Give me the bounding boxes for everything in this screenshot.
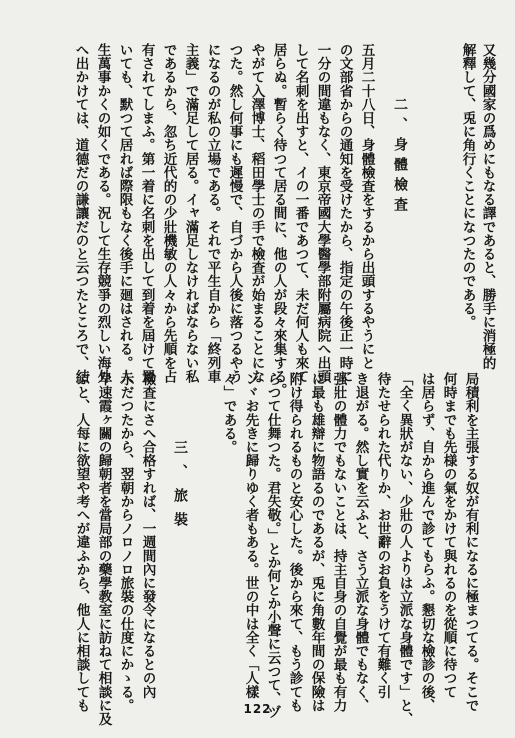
text-column: 生萬事かくの如くである。況して生存競爭の烈しい海外 xyxy=(94,43,111,383)
text-column: 又幾分國家の爲めにもなる譯であると、勝手に消極的 xyxy=(479,43,496,370)
text-column: き退がる。然し實を云ふと、さう立派な身體でもなく、 xyxy=(352,372,369,712)
text-column: 有されてしまふ。第一着に名刺を出して到着を屆けて置 xyxy=(138,43,155,383)
text-column: 局積利を主張する奴が有利になるに極まつてる。そこで xyxy=(462,372,479,712)
text-column: 居らぬ。暫らく待つて居る間に、他の人が段々來集する。 xyxy=(270,43,287,397)
text-column: 一分の間違もなく、東京帝國大學醫學部附屬病院へ出頭 xyxy=(314,43,331,383)
text-column: 檢査にさへ合格すれば、一週間內に發令になるとの內 xyxy=(139,372,156,699)
text-column: ぶと、人每に欲望や考へが違ふから、他人に相談しても xyxy=(73,372,90,712)
text-column: 强壯の體力でもないことは、持主自身の自覺が最も有力 xyxy=(330,372,347,712)
text-column: であるから、忽ち近代的の少壯機敏の人々から先順を占 xyxy=(160,43,177,383)
text-column: つた。然し何事にも遲慢で、自づから人後に落つるやう xyxy=(226,43,243,383)
text-column: して名刺を出すと、イの一番であつて、未だ何人も來て xyxy=(292,43,309,383)
text-column: は居らず、自から進んで診てもらふ。懇切な檢診の後、 xyxy=(418,372,435,712)
text-column: 主義」で滿足して居る。イャ滿足しなければならない私 xyxy=(182,43,199,383)
text-column: 解釋して、兎に角行くことになつたのである。 xyxy=(459,43,476,329)
text-column: やがて入澤博士、稻田學士の手で檢査が始まることにな xyxy=(248,43,265,383)
text-column: 「全く異狀がない、少壯の人よりは立派な身體です」と、 xyxy=(396,372,413,726)
text-column: いても、默つて居れば際限もなく後手に廻はされる。人 xyxy=(116,43,133,383)
section-heading: 二、身體檢査 xyxy=(392,97,408,217)
text-column: らつて仕舞つた。君失敬。」とか何とか小聲に云つて、ヅ xyxy=(264,372,281,719)
section-heading: 三、旅裝 xyxy=(172,440,188,536)
text-column: 五月二十八日、身體檢査をするから出頭するやうにと xyxy=(358,43,375,370)
text-column: 待たせられた代りか、お世辭のお負をうけて有難く引 xyxy=(374,372,391,699)
text-column: 附け得られるものと安心した。後から來て、もう診ても xyxy=(286,372,303,712)
text-column: になるのが私の立場である。それで平生自から「終列車 xyxy=(204,43,221,383)
page-number: 122 xyxy=(243,702,272,716)
text-column: 早速霞ヶ關の歸朝者を當局部の藥學教室に訪ねて相談に及 xyxy=(95,372,112,726)
text-column: に最も雄辯に物語るのであるが、兎に角數年間の保險は xyxy=(308,372,325,712)
text-column: 示だつたから、翌朝からノロノロ旅裝の仕度にかゝる。 xyxy=(117,372,134,712)
text-column: 々」である。 xyxy=(220,372,237,454)
text-column: 何時までも先様の氣をかけて與れるのを從順に待つて xyxy=(440,372,457,699)
text-column: ンヾお先きに歸りゆく者もある。世の中は全く「人樣 xyxy=(242,372,259,699)
text-column: へ出かけては、道德だの謙讓だのと云つたところで、結 xyxy=(72,43,89,383)
text-column: の文部省からの通知を受けたから、指定の午後正一時に xyxy=(336,43,353,383)
